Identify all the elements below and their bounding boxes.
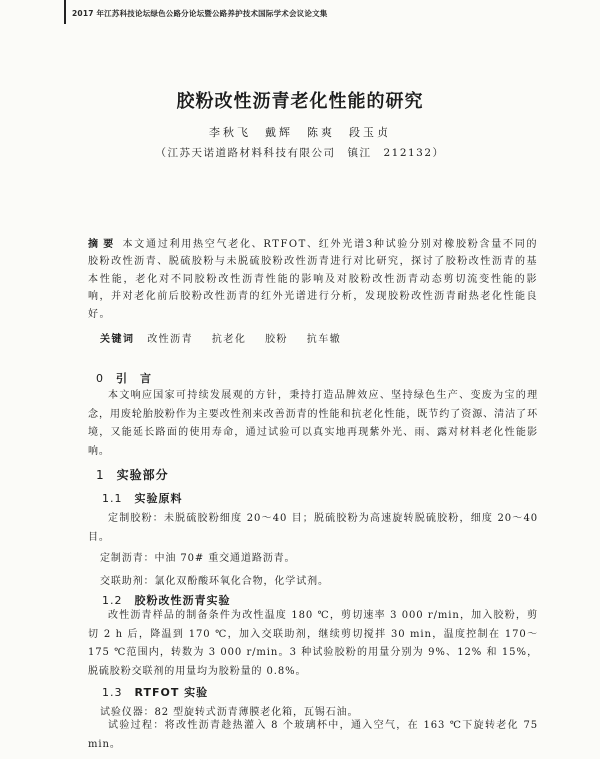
- abstract-text: 本文通过利用热空气老化、RTFOT、红外光谱3种试验分别对橡胶粉含量不同的胶粉改性沥青、脱硫胶粉与未脱硫胶粉改性沥青进行对比研究，探讨了胶粉改性沥青的基本性能，老化对不同胶粉改性沥青性能的影响及对胶粉改性沥青动态剪切流变性能的影响，并对老化前后胶粉改性沥青的红外光谱进行分析，发现胶粉改性沥青耐热老化性能良好。: [88, 239, 539, 320]
- section-heading-1: 1 实验部分: [96, 468, 169, 482]
- keyword: 抗车辙: [306, 334, 342, 345]
- materials-additive: 交联助剂：氯化双酚酸环氧化合物，化学试剂。: [100, 576, 329, 587]
- paper-title: 胶粉改性沥青老化性能的研究: [176, 91, 424, 112]
- keyword: 改性沥青: [147, 334, 194, 345]
- materials-asphalt: 定制沥青：中油 70# 重交通道路沥青。: [100, 553, 296, 564]
- rtfot-process: 试验过程：将改性沥青趁热灌入 8 个玻璃杯中，通入空气，在 163 ℃下旋转老化 75 min。: [88, 720, 538, 750]
- abstract-label: 摘要: [88, 239, 119, 250]
- section-heading-1-3: 1.3 RTFOT 实验: [102, 686, 209, 699]
- keywords-label: 关键词: [100, 334, 135, 345]
- rtfot-instrument: 试验仪器：82 型旋转式沥青薄膜老化箱，瓦锡石油。: [100, 707, 359, 718]
- section-heading-intro: 0 引 言: [96, 372, 152, 385]
- authors: 李秋飞 戴辉 陈爽 段玉贞: [209, 126, 391, 139]
- keywords: [100, 330, 540, 345]
- keyword: 抗老化: [211, 334, 247, 345]
- keyword: 胶粉: [265, 334, 289, 345]
- prep-paragraph: 改性沥青样品的制备条件为改性温度 180 ℃，剪切速率 3 000 r/min，加入胶粉，剪切 2 h 后，降温到 170 ℃，加入交联助剂，继续剪切搅拌 30 min，温度控制在 170～175 ℃范围内，转数为 3 000 r/min。3 种试验胶粉的用量分别为 9%、12% 和 15%，脱硫胶粉交联剂的用量均为胶粉量的 0.8%。: [88, 610, 538, 677]
- materials-rubber: 定制胶粉：未脱硫胶粉细度 20～40 目；脱硫胶粉为高速旋转脱硫胶粉，细度 20～40 目。: [88, 513, 538, 543]
- section-heading-1-2: 1.2 胶粉改性沥青实验: [102, 594, 231, 607]
- abstract: [88, 236, 538, 323]
- header-rule: [64, 0, 66, 24]
- intro-paragraph: 本文响应国家可持续发展观的方针，秉持打造品牌效应、坚持绿色生产、变废为宝的理念，用废轮胎胶粉作为主要改性剂来改善沥青的性能和抗老化性能，既节约了资源、清洁了环境，又能延长路面的使用寿命，通过试验可以真实地再现紫外光、雨、露对材料老化性能影响。: [88, 390, 538, 457]
- section-heading-1-1: 1.1 实验原料: [102, 492, 183, 505]
- running-header: 2017 年江苏科技论坛绿色公路分论坛暨公路养护技术国际学术会议论文集: [72, 9, 328, 18]
- affiliation: （江苏天诺道路材料科技有限公司 镇江 212132）: [155, 147, 445, 159]
